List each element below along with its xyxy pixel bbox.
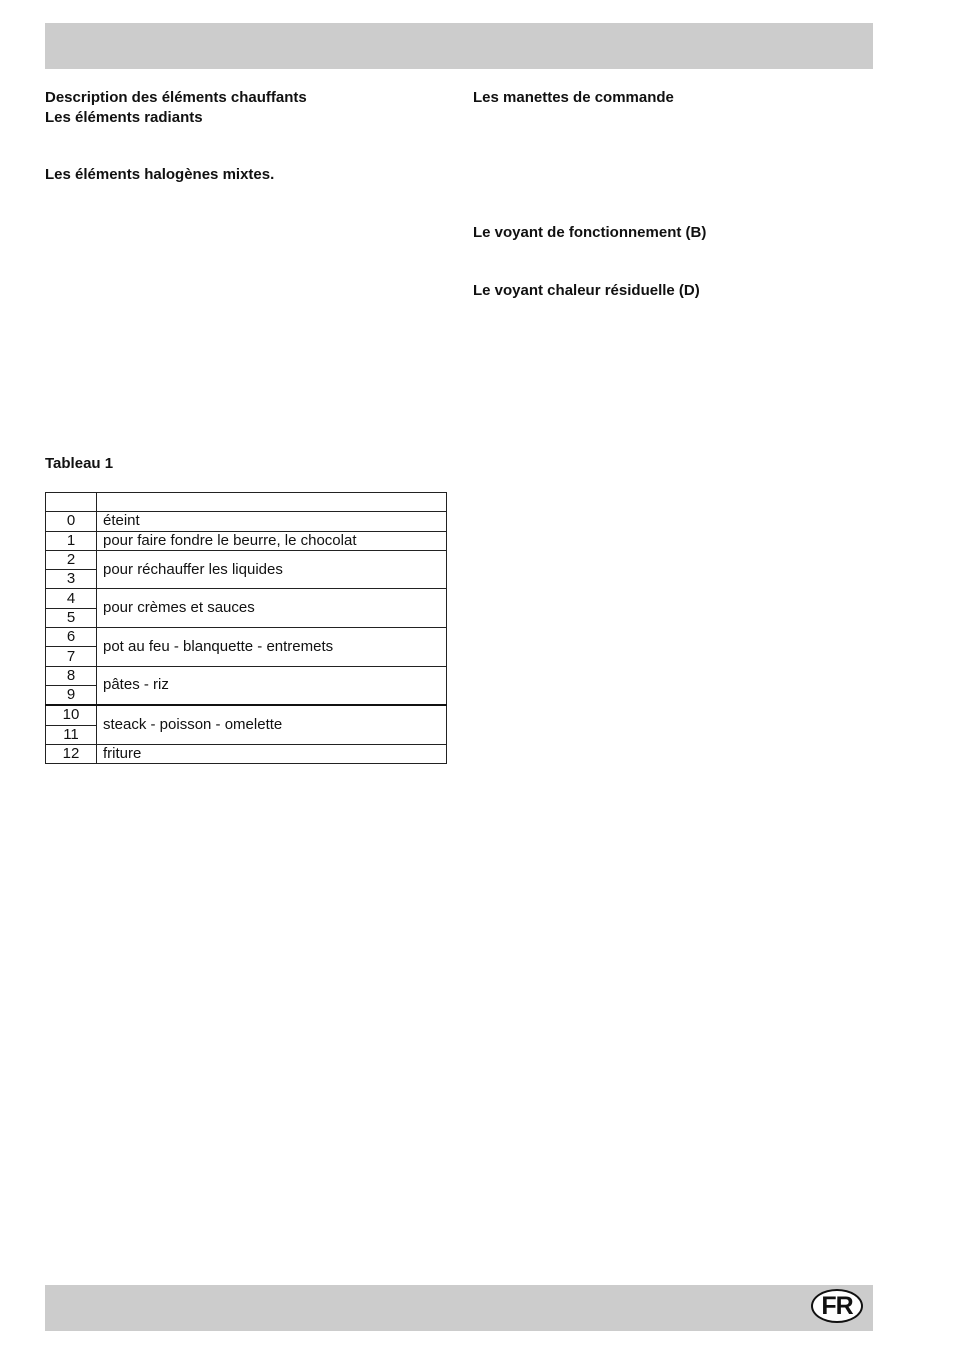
setting-number: 12 xyxy=(46,744,97,763)
setting-number: 6 xyxy=(46,628,97,647)
setting-number: 10 xyxy=(46,705,97,725)
setting-use: pour faire fondre le beurre, le chocolat xyxy=(97,531,447,550)
setting-use: pâtes - riz xyxy=(97,666,447,705)
heading-voyant-fonctionnement: Le voyant de fonctionnement (B) xyxy=(473,224,707,241)
table-row xyxy=(46,589,447,608)
setting-number: 2 xyxy=(46,550,97,569)
table-row xyxy=(46,744,447,763)
setting-use: steack - poisson - omelette xyxy=(97,705,447,744)
table-row xyxy=(46,705,447,725)
setting-number: 1 xyxy=(46,531,97,550)
setting-use: pot au feu - blanquette - entremets xyxy=(97,628,447,667)
table-row xyxy=(46,628,447,647)
table-header-cell xyxy=(97,493,447,512)
setting-use: éteint xyxy=(97,512,447,531)
setting-number: 8 xyxy=(46,666,97,685)
setting-number: 9 xyxy=(46,685,97,705)
heading-manettes: Les manettes de commande xyxy=(473,89,674,106)
footer-band xyxy=(45,1285,873,1331)
table-row xyxy=(46,666,447,685)
table-header-row xyxy=(46,493,447,512)
table-row xyxy=(46,531,447,550)
settings-table xyxy=(45,492,447,764)
table-header-cell xyxy=(46,493,97,512)
table-caption: Tableau 1 xyxy=(45,455,114,472)
heading-radiants: Les éléments radiants xyxy=(45,109,203,126)
heading-description: Description des éléments chauffants xyxy=(45,89,307,106)
table-row xyxy=(46,550,447,569)
setting-use: pour réchauffer les liquides xyxy=(97,550,447,589)
setting-use: pour crèmes et sauces xyxy=(97,589,447,628)
setting-number: 0 xyxy=(46,512,97,531)
setting-number: 3 xyxy=(46,570,97,589)
table-row xyxy=(46,512,447,531)
setting-number: 11 xyxy=(46,725,97,744)
setting-use: friture xyxy=(97,744,447,763)
header-band xyxy=(45,23,873,69)
language-badge: FR xyxy=(811,1289,863,1323)
setting-number: 5 xyxy=(46,608,97,627)
setting-number: 7 xyxy=(46,647,97,666)
setting-number: 4 xyxy=(46,589,97,608)
heading-voyant-chaleur: Le voyant chaleur résiduelle (D) xyxy=(473,282,700,299)
heading-halogenes: Les éléments halogènes mixtes. xyxy=(45,166,275,183)
